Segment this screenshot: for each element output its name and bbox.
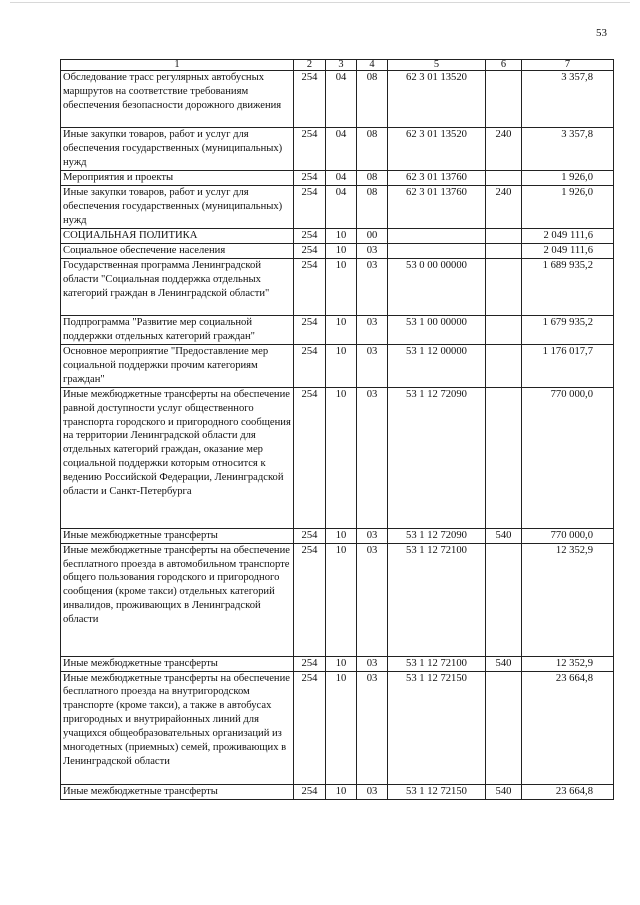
- row-expense-type-cell: 240: [486, 185, 522, 228]
- table-row: [61, 528, 614, 543]
- row-expense-type-cell: [486, 671, 522, 784]
- row-admin-code-cell: 254: [294, 228, 326, 243]
- row-subsection-cell: 03: [357, 258, 388, 315]
- header-cell: 1: [61, 60, 294, 71]
- row-section-cell: 10: [326, 543, 357, 656]
- row-section-cell: 04: [326, 128, 357, 171]
- row-target-article-cell: 62 3 01 13520: [388, 71, 486, 128]
- row-target-article-cell: 53 1 12 72100: [388, 543, 486, 656]
- row-target-article-cell: 53 0 00 00000: [388, 258, 486, 315]
- row-target-article-cell: 53 1 12 72150: [388, 784, 486, 799]
- row-target-article-cell: [388, 228, 486, 243]
- row-section-cell: 10: [326, 344, 357, 387]
- row-name-cell: Иные закупки товаров, работ и услуг для обеспечения государственных (муниципальных) нужд: [61, 185, 294, 228]
- table-row: [61, 387, 614, 528]
- row-section-cell: 10: [326, 784, 357, 799]
- row-admin-code-cell: 254: [294, 258, 326, 315]
- row-amount-cell: 1 926,0: [522, 185, 614, 228]
- row-admin-code-cell: 254: [294, 387, 326, 528]
- row-section-cell: 04: [326, 71, 357, 128]
- table-row: [61, 315, 614, 344]
- row-name-cell: Иные межбюджетные трансферты на обеспечение бесплатного проезда в автомобильном транспорте общего пользования городского и пригородного сообщения (кроме такси) отдельных категорий инвалидов, проживающих в Ленинградской области: [61, 543, 294, 656]
- row-name-cell: Иные закупки товаров, работ и услуг для обеспечения государственных (муниципальных) нужд: [61, 128, 294, 171]
- table-header-row: [61, 60, 614, 71]
- row-expense-type-cell: [486, 543, 522, 656]
- row-target-article-cell: 53 1 00 00000: [388, 315, 486, 344]
- row-amount-cell: 1 689 935,2: [522, 258, 614, 315]
- table-row: [61, 185, 614, 228]
- table-row: [61, 543, 614, 656]
- header-cell: 5: [388, 60, 486, 71]
- row-target-article-cell: [388, 243, 486, 258]
- row-section-cell: 10: [326, 258, 357, 315]
- row-section-cell: 04: [326, 185, 357, 228]
- row-section-cell: 10: [326, 315, 357, 344]
- header-cell: 3: [326, 60, 357, 71]
- row-expense-type-cell: 540: [486, 784, 522, 799]
- row-name-cell: Подпрограмма "Развитие мер социальной поддержки отдельных категорий граждан": [61, 315, 294, 344]
- row-expense-type-cell: [486, 171, 522, 186]
- row-subsection-cell: 08: [357, 185, 388, 228]
- row-section-cell: 10: [326, 656, 357, 671]
- table-row: [61, 784, 614, 799]
- row-target-article-cell: 53 1 12 72100: [388, 656, 486, 671]
- row-subsection-cell: 03: [357, 656, 388, 671]
- row-subsection-cell: 00: [357, 228, 388, 243]
- header-cell: 7: [522, 60, 614, 71]
- row-section-cell: 10: [326, 528, 357, 543]
- row-amount-cell: 3 357,8: [522, 71, 614, 128]
- row-section-cell: 10: [326, 387, 357, 528]
- table-row: [61, 344, 614, 387]
- row-name-cell: СОЦИАЛЬНАЯ ПОЛИТИКА: [61, 228, 294, 243]
- row-name-cell: Иные межбюджетные трансферты на обеспечение бесплатного проезда на внутригородском транспорте (кроме такси), а также в автобусах пригородных и внутрирайонных линий для учащихся общеобразовательных организаций из многодетных (приемных) семей, проживающих в Ленинградской области: [61, 671, 294, 784]
- row-subsection-cell: 03: [357, 543, 388, 656]
- row-admin-code-cell: 254: [294, 528, 326, 543]
- row-expense-type-cell: [486, 315, 522, 344]
- row-name-cell: Мероприятия и проекты: [61, 171, 294, 186]
- row-admin-code-cell: 254: [294, 171, 326, 186]
- table-row: [61, 71, 614, 128]
- row-name-cell: Иные межбюджетные трансферты: [61, 784, 294, 799]
- table-row: [61, 656, 614, 671]
- header-cell: 2: [294, 60, 326, 71]
- row-expense-type-cell: [486, 243, 522, 258]
- budget-table: [60, 59, 614, 800]
- row-admin-code-cell: 254: [294, 656, 326, 671]
- row-subsection-cell: 03: [357, 387, 388, 528]
- row-amount-cell: 770 000,0: [522, 528, 614, 543]
- row-expense-type-cell: [486, 228, 522, 243]
- row-amount-cell: 2 049 111,6: [522, 228, 614, 243]
- row-amount-cell: 1 176 017,7: [522, 344, 614, 387]
- row-amount-cell: 770 000,0: [522, 387, 614, 528]
- row-amount-cell: 23 664,8: [522, 671, 614, 784]
- row-admin-code-cell: 254: [294, 543, 326, 656]
- row-amount-cell: 2 049 111,6: [522, 243, 614, 258]
- row-admin-code-cell: 254: [294, 344, 326, 387]
- row-admin-code-cell: 254: [294, 243, 326, 258]
- row-amount-cell: 3 357,8: [522, 128, 614, 171]
- row-admin-code-cell: 254: [294, 128, 326, 171]
- row-subsection-cell: 03: [357, 784, 388, 799]
- row-admin-code-cell: 254: [294, 185, 326, 228]
- row-name-cell: Государственная программа Ленинградской области "Социальная поддержка отдельных категорий граждан в Ленинградской области": [61, 258, 294, 315]
- table-row: [61, 171, 614, 186]
- row-subsection-cell: 08: [357, 171, 388, 186]
- row-admin-code-cell: 254: [294, 784, 326, 799]
- row-name-cell: Основное мероприятие "Предоставление мер социальной поддержки прочим категориям граждан": [61, 344, 294, 387]
- table-row: [61, 243, 614, 258]
- row-admin-code-cell: 254: [294, 71, 326, 128]
- row-expense-type-cell: 540: [486, 656, 522, 671]
- header-cell: 4: [357, 60, 388, 71]
- row-name-cell: Иные межбюджетные трансферты: [61, 656, 294, 671]
- row-section-cell: 10: [326, 243, 357, 258]
- table-row: [61, 671, 614, 784]
- scan-edge-line: [10, 2, 630, 3]
- row-subsection-cell: 08: [357, 128, 388, 171]
- row-admin-code-cell: 254: [294, 671, 326, 784]
- row-amount-cell: 23 664,8: [522, 784, 614, 799]
- row-subsection-cell: 03: [357, 671, 388, 784]
- row-target-article-cell: 53 1 12 72090: [388, 387, 486, 528]
- row-target-article-cell: 53 1 12 72090: [388, 528, 486, 543]
- page-number: 53: [596, 27, 607, 39]
- row-expense-type-cell: 240: [486, 128, 522, 171]
- row-name-cell: Иные межбюджетные трансферты на обеспечение равной доступности услуг общественного транспорта городского и пригородного сообщения на территории Ленинградской области для отдельных категорий граждан, оказание мер социальной поддержки которым относится к ведению Российской Федерации, Ленинградской области и Санкт-Петербурга: [61, 387, 294, 528]
- row-target-article-cell: 62 3 01 13760: [388, 171, 486, 186]
- table-row: [61, 128, 614, 171]
- row-target-article-cell: 53 1 12 00000: [388, 344, 486, 387]
- row-section-cell: 10: [326, 671, 357, 784]
- row-target-article-cell: 53 1 12 72150: [388, 671, 486, 784]
- row-name-cell: Иные межбюджетные трансферты: [61, 528, 294, 543]
- row-amount-cell: 1 679 935,2: [522, 315, 614, 344]
- row-subsection-cell: 03: [357, 528, 388, 543]
- row-expense-type-cell: [486, 344, 522, 387]
- row-target-article-cell: 62 3 01 13520: [388, 128, 486, 171]
- row-subsection-cell: 03: [357, 243, 388, 258]
- row-section-cell: 10: [326, 228, 357, 243]
- header-cell: 6: [486, 60, 522, 71]
- row-subsection-cell: 08: [357, 71, 388, 128]
- row-amount-cell: 12 352,9: [522, 543, 614, 656]
- row-name-cell: Социальное обеспечение населения: [61, 243, 294, 258]
- row-subsection-cell: 03: [357, 315, 388, 344]
- row-expense-type-cell: 540: [486, 528, 522, 543]
- row-amount-cell: 12 352,9: [522, 656, 614, 671]
- row-section-cell: 04: [326, 171, 357, 186]
- row-expense-type-cell: [486, 71, 522, 128]
- row-subsection-cell: 03: [357, 344, 388, 387]
- row-admin-code-cell: 254: [294, 315, 326, 344]
- row-expense-type-cell: [486, 258, 522, 315]
- row-target-article-cell: 62 3 01 13760: [388, 185, 486, 228]
- table-row: [61, 228, 614, 243]
- row-name-cell: Обследование трасс регулярных автобусных маршрутов на соответствие требованиям обеспечения безопасности дорожного движения: [61, 71, 294, 128]
- table-row: [61, 258, 614, 315]
- row-expense-type-cell: [486, 387, 522, 528]
- row-amount-cell: 1 926,0: [522, 171, 614, 186]
